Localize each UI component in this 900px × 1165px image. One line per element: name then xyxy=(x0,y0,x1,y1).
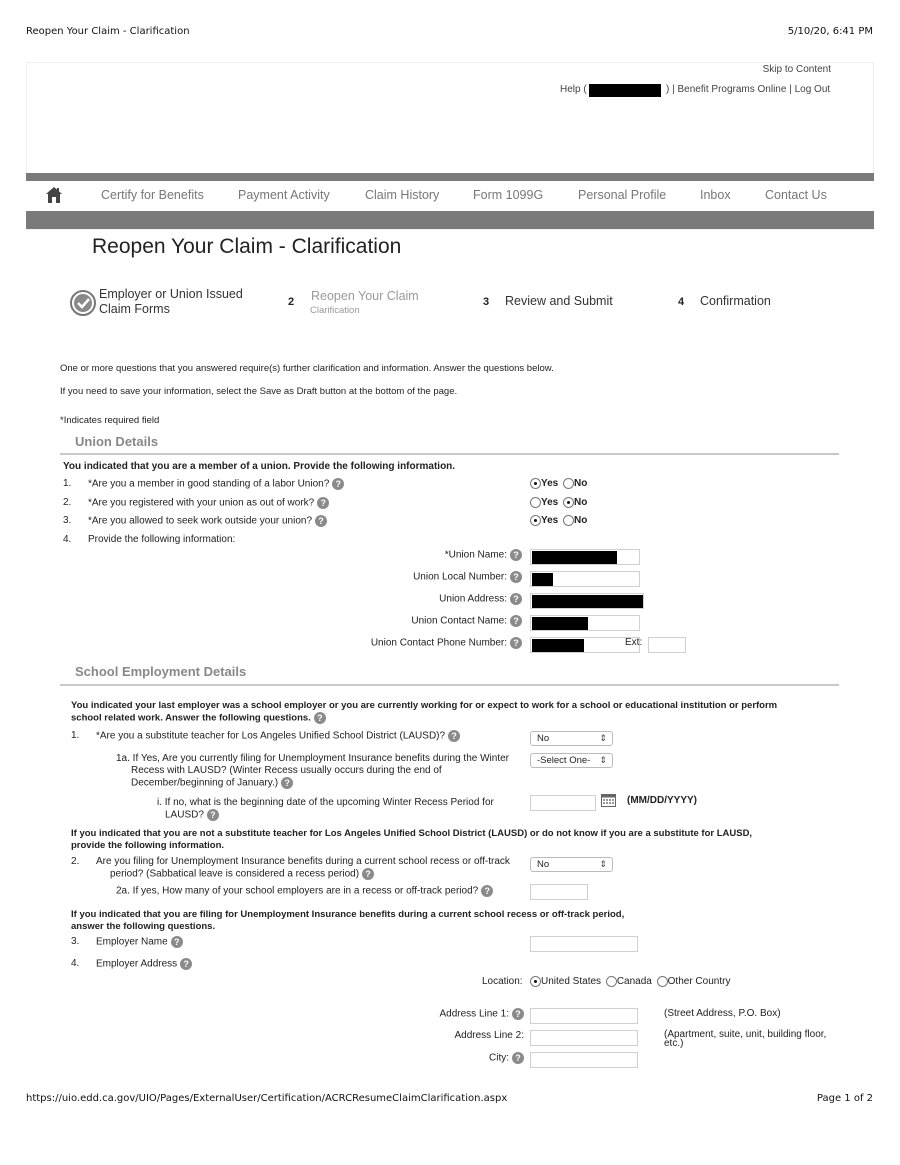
union-q1-no-label: No xyxy=(574,478,588,489)
topbar-links[interactable]: ) | Benefit Programs Online | Log Out xyxy=(666,84,831,95)
nav-claim-history[interactable]: Claim History xyxy=(365,188,440,202)
help-icon[interactable]: ? xyxy=(362,868,374,880)
city-label-row xyxy=(489,1052,524,1064)
union-q1-number: 1. xyxy=(63,478,72,489)
union-q1-text: *Are you a member in good standing of a labor Union? xyxy=(88,478,330,490)
location-us-label: United States xyxy=(541,976,602,987)
union-q1-radios xyxy=(530,478,589,489)
nav-inbox[interactable]: Inbox xyxy=(700,188,731,202)
school-q4-number: 4. xyxy=(71,958,80,969)
address-line-1-hint: (Street Address, P.O. Box) xyxy=(664,1008,781,1019)
union-q2-text: *Are you registered with your union as out of work? xyxy=(88,497,315,509)
school-lead-line-2: school related work. Answer the following questions. xyxy=(71,712,311,724)
union-q3-yes-label: Yes xyxy=(541,515,559,526)
help-icon[interactable]: ? xyxy=(171,936,183,948)
school-details-divider xyxy=(60,684,839,686)
winter-recess-date-input[interactable] xyxy=(530,795,596,811)
union-q4-number: 4. xyxy=(63,534,72,545)
address-line-2-hint: (Apartment, suite, unit, building floor, xyxy=(664,1029,827,1040)
union-local-label-row xyxy=(413,571,522,583)
redacted-union-phone xyxy=(532,639,584,652)
school-q2a-text: 2a. If yes, How many of your school employers are in a recess or off-track period? xyxy=(116,885,479,897)
help-icon[interactable]: ? xyxy=(207,809,219,821)
union-q2-row xyxy=(88,497,329,510)
school-q1a-select[interactable] xyxy=(530,753,613,768)
redacted-union-contact xyxy=(532,617,588,630)
step-4-label: Confirmation xyxy=(700,294,771,308)
location-us-radio[interactable] xyxy=(530,976,541,987)
print-title: Reopen Your Claim - Clarification xyxy=(26,26,190,37)
step-1-label-line2: Claim Forms xyxy=(99,302,170,316)
step-4-number: 4 xyxy=(678,296,685,308)
address-line-1-label: Address Line 1: xyxy=(439,1008,509,1020)
help-icon[interactable]: ? xyxy=(510,593,522,605)
address-line-2-hint-2: etc.) xyxy=(664,1038,684,1049)
school-q2-line-2: period? (Sabbatical leave is considered a recess period) xyxy=(110,868,360,880)
nav-bottom-bar xyxy=(26,211,874,229)
location-other-radio[interactable] xyxy=(657,976,668,987)
print-page-number: Page 1 of 2 xyxy=(816,1093,873,1104)
school-lead-line-4: provide the following information. xyxy=(71,840,225,851)
help-icon[interactable]: ? xyxy=(510,615,522,627)
school-q1-select[interactable] xyxy=(530,731,613,746)
employer-name-input[interactable] xyxy=(530,936,638,952)
union-q2-yes-radio[interactable] xyxy=(530,497,541,508)
location-canada-label: Canada xyxy=(616,976,652,987)
address-line-1-label-row xyxy=(440,1008,525,1020)
redacted-union-name xyxy=(532,551,617,564)
union-q3-no-label: No xyxy=(574,515,588,526)
union-ext-label: Ext: xyxy=(625,637,643,648)
union-q3-text: *Are you allowed to seek work outside your union? xyxy=(88,515,313,527)
school-q1i-line-1: i. If no, what is the beginning date of the upcoming Winter Recess Period for xyxy=(157,797,494,808)
intro-paragraph-1: One or more questions that you answered require(s) further clarification and information. Answer the questions below. xyxy=(60,363,554,374)
school-details-title: School Employment Details xyxy=(75,664,247,679)
school-q1a-line-3: December/beginning of January.) xyxy=(131,777,279,789)
nav-top-bar xyxy=(26,173,874,181)
calendar-icon[interactable] xyxy=(601,793,616,807)
school-lead-line-2-row xyxy=(71,712,326,724)
school-lead-line-1: You indicated your last employer was a school employer or you are currently working for or expect to work for a school or educational institution or perform xyxy=(71,700,778,711)
school-q1-select-value: No xyxy=(537,733,550,744)
home-icon[interactable] xyxy=(45,186,63,204)
school-q4-text: Employer Address xyxy=(96,958,178,970)
union-q2-radios xyxy=(530,497,589,508)
school-q1i-line-2: LAUSD? xyxy=(165,809,204,821)
skip-to-content-link[interactable]: Skip to Content xyxy=(762,64,831,75)
help-icon[interactable]: ? xyxy=(180,958,192,970)
school-q2a-input[interactable] xyxy=(530,884,588,900)
union-q2-no-label: No xyxy=(574,497,588,508)
union-name-label: *Union Name: xyxy=(444,549,507,561)
nav-payment-activity[interactable]: Payment Activity xyxy=(238,188,330,202)
union-q3-yes-radio[interactable] xyxy=(530,515,541,526)
school-q1i-line-2-row xyxy=(165,809,219,822)
school-q2-number: 2. xyxy=(71,856,80,867)
date-format-hint: (MM/DD/YYYY) xyxy=(627,795,697,806)
union-local-label: Union Local Number: xyxy=(413,571,507,583)
check-circle-icon xyxy=(70,290,96,316)
help-icon[interactable]: ? xyxy=(512,1008,524,1020)
location-other-label: Other Country xyxy=(667,976,731,987)
step-1-label: Employer or Union Issued xyxy=(99,287,243,301)
school-q1a-line-3-row xyxy=(131,777,293,790)
union-contact-label: Union Contact Name: xyxy=(411,615,507,627)
union-phone-label: Union Contact Phone Number: xyxy=(370,637,507,649)
city-input[interactable] xyxy=(530,1052,638,1068)
union-q3-number: 3. xyxy=(63,515,72,526)
school-q2-line-1: Are you filing for Unemployment Insurance benefits during a current school recess or off-track xyxy=(96,856,510,867)
union-name-label-row xyxy=(445,549,522,561)
step-3-label: Review and Submit xyxy=(505,294,613,308)
help-icon[interactable]: ? xyxy=(481,885,493,897)
required-field-note: *Indicates required field xyxy=(60,415,160,426)
school-lead-line-3: If you indicated that you are not a substitute teacher for Los Angeles Unified School District (LAUSD) or do not know if you are a substitute for LAUSD, xyxy=(71,828,753,839)
location-label: Location: xyxy=(482,976,523,987)
union-q1-yes-label: Yes xyxy=(541,478,559,489)
school-q3-text: Employer Name xyxy=(96,936,168,948)
help-icon[interactable]: ? xyxy=(510,571,522,583)
union-details-divider xyxy=(60,453,839,455)
school-q1a-line-2: Recess with LAUSD? (Winter Recess usually occurs during the end of xyxy=(131,765,442,776)
school-q1a-line-1: 1a. If Yes, Are you currently filing for Unemployment Insurance benefits during the Winter xyxy=(116,753,509,764)
school-q2-select-value: No xyxy=(537,859,550,870)
union-q2-no-radio[interactable] xyxy=(563,497,574,508)
redacted-union-address xyxy=(532,595,643,608)
step-2-label: Reopen Your Claim xyxy=(311,289,419,303)
address-line-2-input[interactable] xyxy=(530,1030,638,1046)
help-icon[interactable]: ? xyxy=(281,777,293,789)
union-phone-label-row xyxy=(371,637,522,649)
help-icon[interactable]: ? xyxy=(317,497,329,509)
address-line-1-input[interactable] xyxy=(530,1008,638,1024)
school-lead-line-5: If you indicated that you are filing for Unemployment Insurance benefits during a current school recess or off-track period, xyxy=(71,909,625,920)
school-q2-select[interactable] xyxy=(530,857,613,872)
nav-contact-us[interactable]: Contact Us xyxy=(765,188,827,202)
union-q3-no-radio[interactable] xyxy=(563,515,574,526)
union-q2-yes-label: Yes xyxy=(541,497,559,508)
city-label: City: xyxy=(489,1052,509,1064)
school-q1-text: *Are you a substitute teacher for Los Angeles Unified School District (LAUSD)? xyxy=(96,730,446,742)
school-lead-line-6: answer the following questions. xyxy=(71,921,216,932)
page-title: Reopen Your Claim - Clarification xyxy=(92,235,402,258)
help-icon[interactable]: ? xyxy=(510,549,522,561)
help-icon[interactable]: ? xyxy=(448,730,460,742)
school-q3-number: 3. xyxy=(71,936,80,947)
union-q1-no-radio[interactable] xyxy=(563,478,574,489)
school-q3-row xyxy=(96,936,183,949)
school-q1a-select-value: -Select One- xyxy=(537,755,591,766)
union-address-label: Union Address: xyxy=(439,593,507,605)
union-address-label-row xyxy=(439,593,522,605)
union-q1-yes-radio[interactable] xyxy=(530,478,541,489)
nav-certify-for-benefits[interactable]: Certify for Benefits xyxy=(101,188,204,202)
union-q2-number: 2. xyxy=(63,497,72,508)
chevron-updown-icon: ⇕ xyxy=(599,733,607,743)
redacted-union-local xyxy=(532,573,553,586)
nav-form-1099g[interactable]: Form 1099G xyxy=(473,188,544,202)
print-url: https://uio.edd.ca.gov/UIO/Pages/ExternalUser/Certification/ACRCResumeClaimClarification.aspx xyxy=(26,1093,508,1104)
help-icon[interactable]: ? xyxy=(510,637,522,649)
union-contact-label-row xyxy=(411,615,522,627)
chevron-updown-icon: ⇕ xyxy=(599,859,607,869)
step-3-number: 3 xyxy=(483,296,490,308)
union-lead-text: You indicated that you are a member of a union. Provide the following information. xyxy=(63,461,456,472)
union-q3-row xyxy=(88,515,327,528)
union-q4-text: Provide the following information: xyxy=(88,534,236,545)
school-q1-number: 1. xyxy=(71,730,80,741)
step-2-number: 2 xyxy=(288,296,295,308)
union-ext-input[interactable] xyxy=(648,637,686,653)
chevron-updown-icon: ⇕ xyxy=(599,755,607,765)
step-2-sublabel: Clarification xyxy=(310,305,360,316)
help-icon[interactable]: ? xyxy=(315,515,327,527)
school-q4-row xyxy=(96,958,192,971)
intro-paragraph-2: If you need to save your information, select the Save as Draft button at the bottom of the page. xyxy=(60,386,458,397)
nav-personal-profile[interactable]: Personal Profile xyxy=(578,188,667,202)
union-q1-row xyxy=(88,478,344,491)
redacted-phone xyxy=(589,84,661,97)
address-line-2-label: Address Line 2: xyxy=(454,1030,524,1041)
help-link[interactable]: Help ( xyxy=(560,84,587,95)
help-icon[interactable]: ? xyxy=(512,1052,524,1064)
print-datetime: 5/10/20, 6:41 PM xyxy=(787,26,873,37)
location-canada-radio[interactable] xyxy=(606,976,617,987)
help-icon[interactable]: ? xyxy=(314,712,326,724)
location-radios xyxy=(530,976,732,987)
union-details-title: Union Details xyxy=(75,434,159,449)
school-q2a-row xyxy=(116,885,493,898)
union-q3-radios xyxy=(530,515,589,526)
help-icon[interactable]: ? xyxy=(332,478,344,490)
school-q2-line-2-row xyxy=(110,868,374,881)
school-q1-row xyxy=(96,730,460,743)
